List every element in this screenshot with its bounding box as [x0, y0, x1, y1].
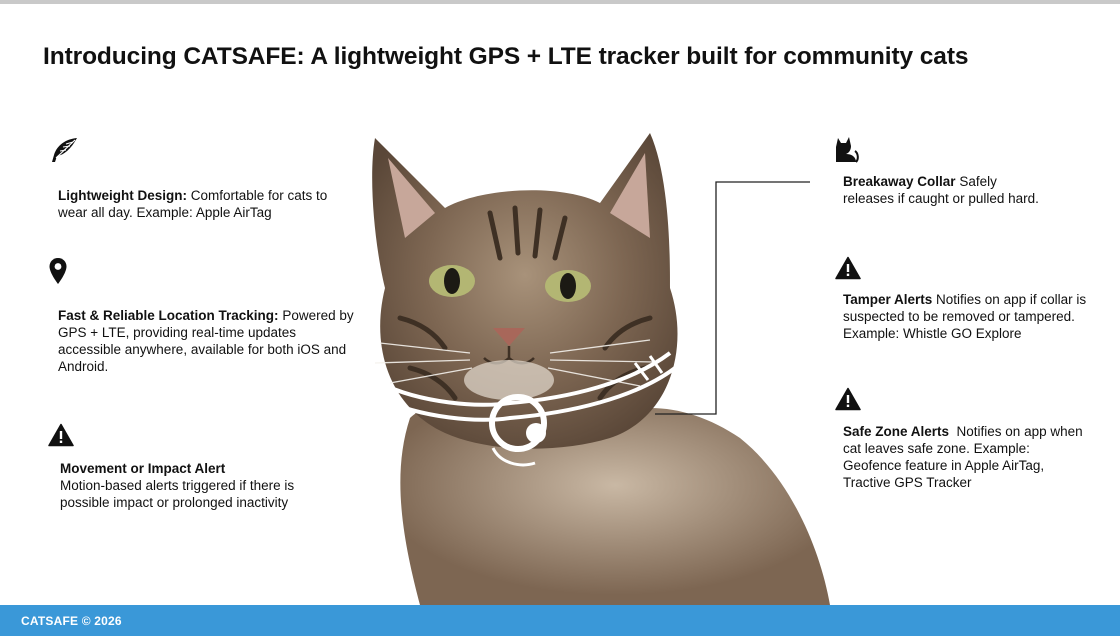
- feature-lightweight: [58, 187, 358, 221]
- feature-body: Notifies on app when cat leaves safe zone. Example: Geofence feature in Apple AirTag, Tractive GPS Tracker: [843, 424, 1087, 490]
- map-pin-icon: [48, 257, 68, 285]
- feature-heading: Tamper Alerts: [843, 292, 933, 307]
- feature-heading: Breakaway Collar: [843, 174, 956, 189]
- feature-heading: Lightweight Design:: [58, 188, 187, 203]
- feature-body: Comfortable for cats to wear all day. Example: Apple AirTag: [58, 188, 328, 220]
- feature-heading: Movement or Impact Alert: [60, 461, 226, 476]
- feature-body: Notifies on app if collar is suspected to be removed or tampered. Example: Whistle GO Explore: [843, 292, 1087, 341]
- feature-location-tracking: [58, 307, 358, 375]
- feature-body: Motion-based alerts triggered if there is possible impact or prolonged inactivity: [60, 478, 295, 510]
- feature-body: Powered by GPS + LTE, providing real-time updates accessible anywhere, available for both iOS and Android.: [58, 308, 354, 374]
- feather-icon: [48, 136, 80, 164]
- feature-heading: Fast & Reliable Location Tracking:: [58, 308, 279, 323]
- cat-icon: [833, 133, 859, 163]
- feature-body: Safely releases if caught or pulled hard.: [843, 174, 1039, 206]
- feature-safe-zone-alerts: [843, 423, 1087, 491]
- feature-heading: Safe Zone Alerts: [843, 424, 950, 439]
- warning-icon: [835, 387, 861, 411]
- feature-breakaway-collar: [843, 173, 1043, 207]
- page-title: Introducing CATSAFE: A lightweight GPS + LTE tracker built for community cats: [43, 43, 969, 70]
- feature-tamper-alerts: [843, 291, 1108, 342]
- warning-icon: [48, 423, 74, 447]
- footer-text: CATSAFE © 2026: [21, 614, 122, 628]
- connector-line: [650, 170, 820, 430]
- top-border: [0, 0, 1120, 4]
- feature-movement-alert: [60, 460, 320, 511]
- footer-bar: [0, 605, 1120, 636]
- warning-icon: [835, 256, 861, 280]
